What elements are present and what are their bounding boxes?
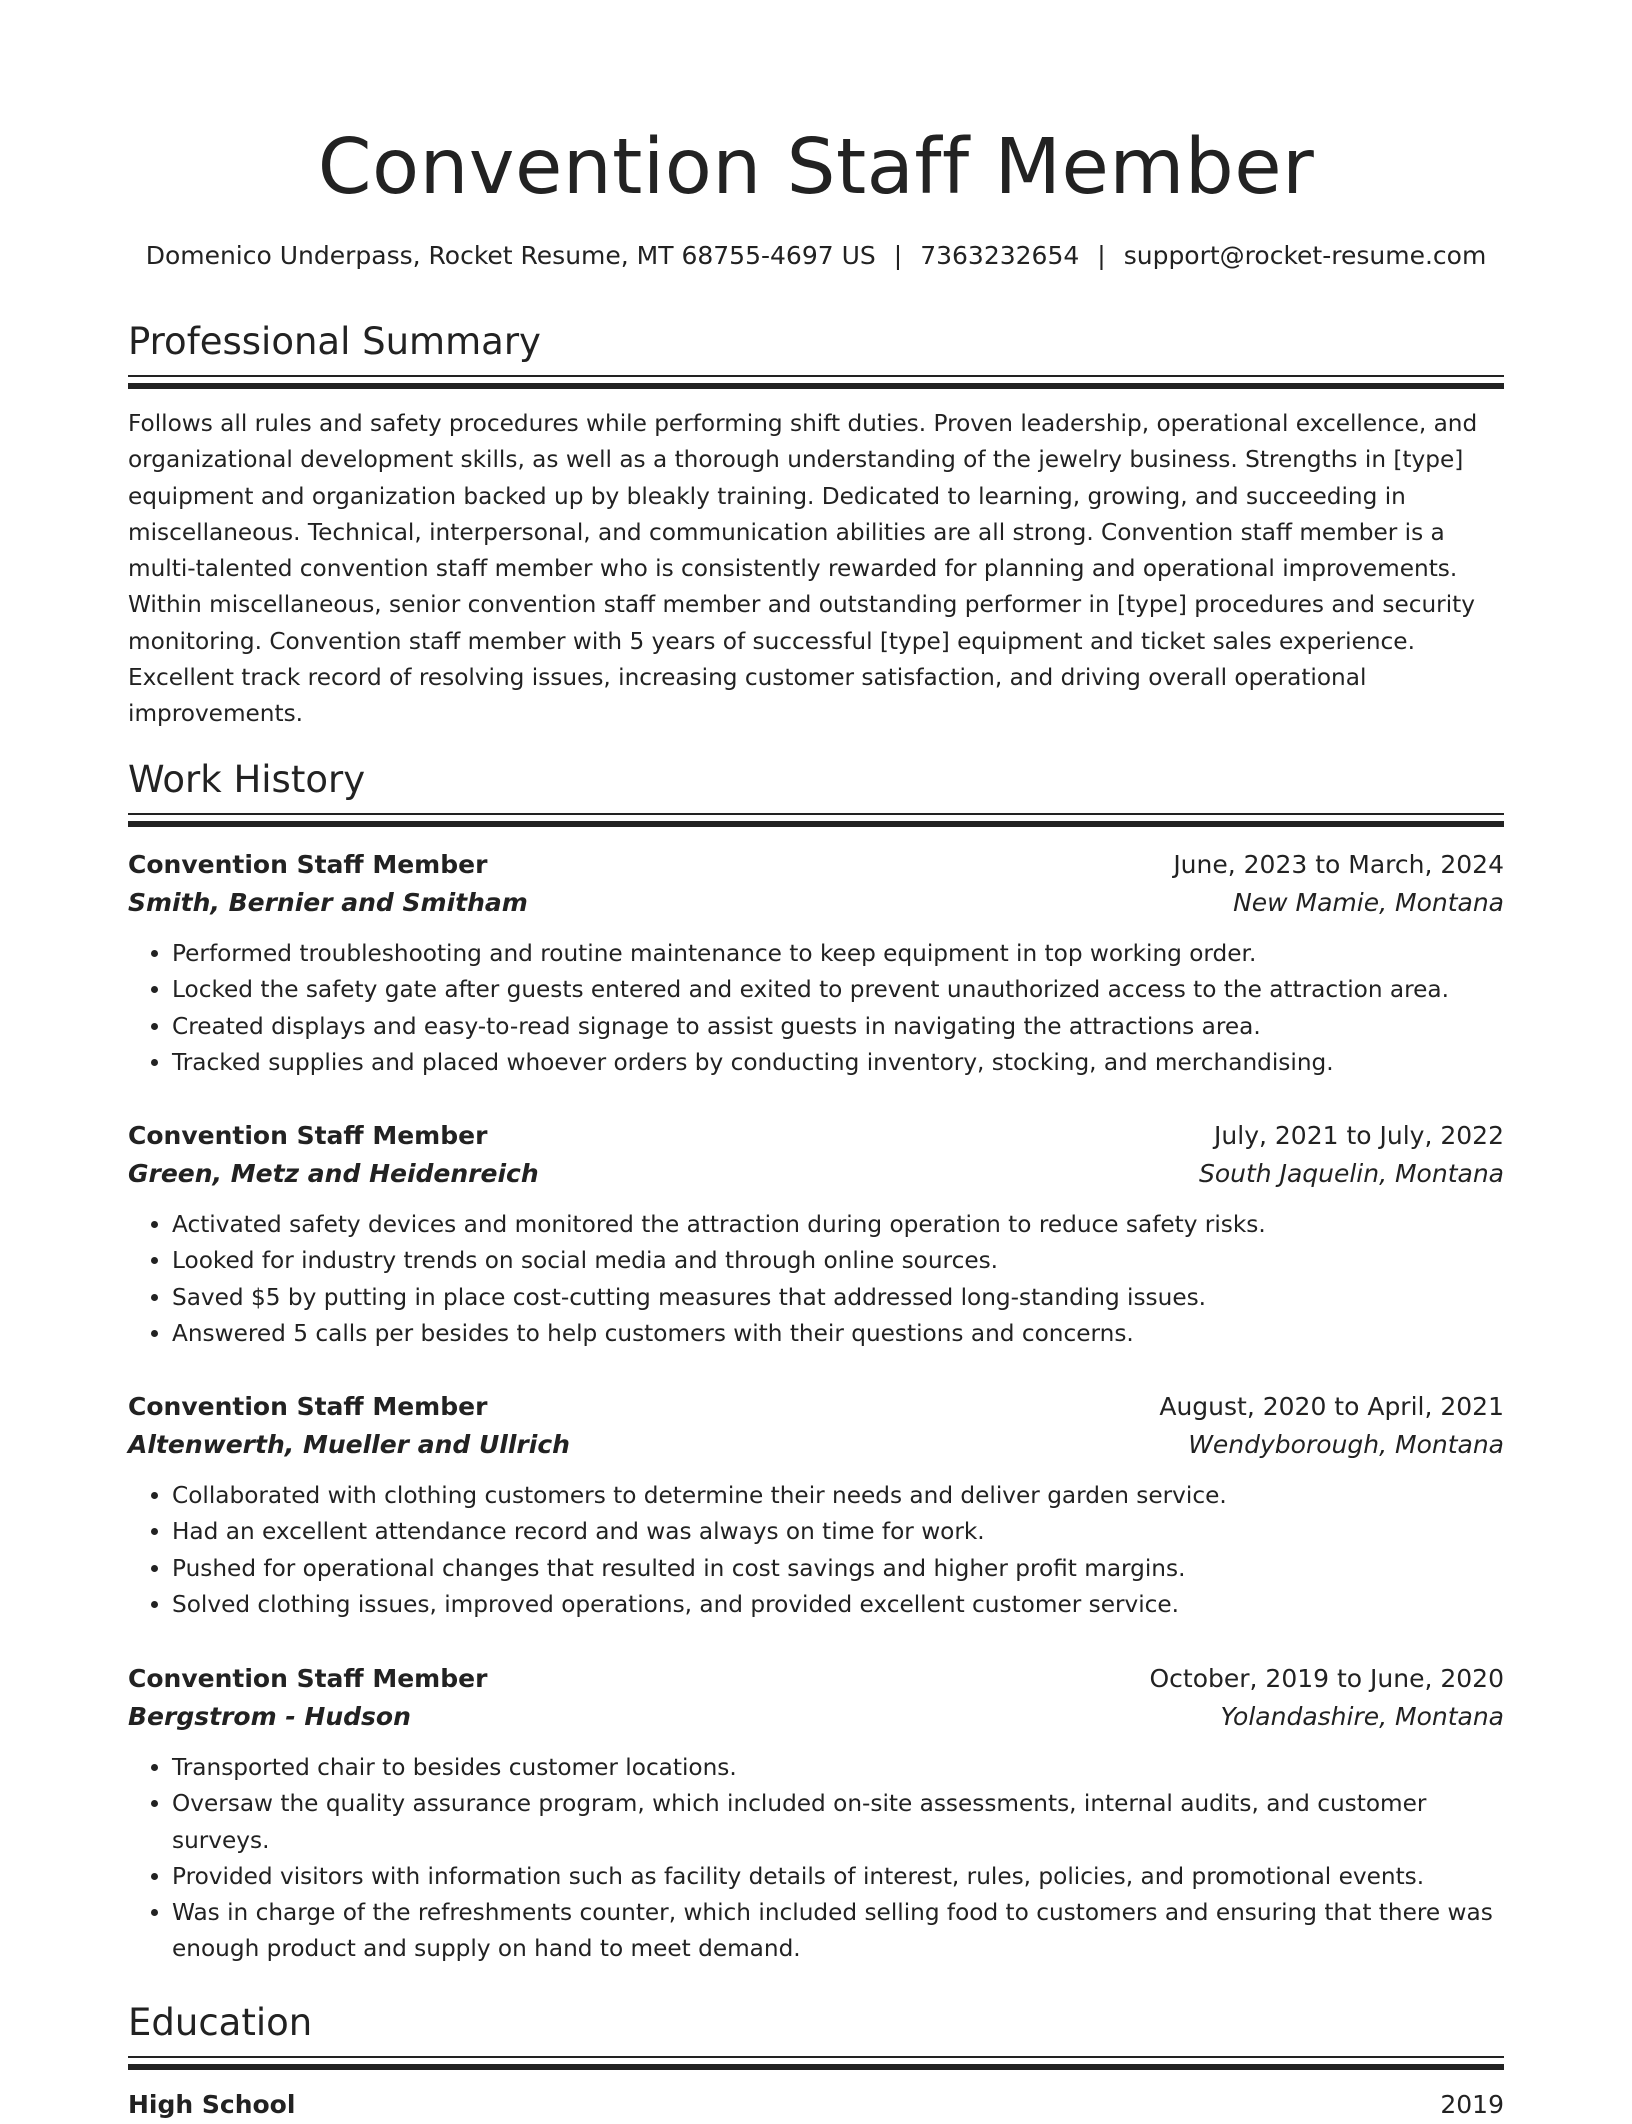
work-history-heading: Work History <box>128 758 366 801</box>
job-dates: October, 2019 to June, 2020 <box>1149 1664 1504 1693</box>
job-company: Bergstrom - Hudson <box>128 1702 411 1731</box>
job-company: Green, Metz and Heidenreich <box>128 1159 539 1188</box>
job-bullets <box>128 1207 1504 1352</box>
job-bullet: • Activated safety devices and monitored the attraction during operation to reduce safety risks. <box>172 1207 1504 1243</box>
resume-title: Convention Staff Member <box>317 123 1315 212</box>
job-entry <box>128 1117 1504 1352</box>
contact-phone: 7363232654 <box>920 241 1080 270</box>
job-entry <box>128 1660 1504 1968</box>
job-bullet: • Solved clothing issues, improved operations, and provided excellent customer service. <box>172 1587 1504 1623</box>
education-entry <box>128 2086 1504 2124</box>
job-title: Convention Staff Member <box>128 850 488 879</box>
job-dates: August, 2020 to April, 2021 <box>1159 1392 1504 1421</box>
job-company: Altenwerth, Mueller and Ullrich <box>128 1430 570 1459</box>
job-entry <box>128 846 1504 1081</box>
education-heading: Education <box>128 2001 313 2044</box>
summary-text: Follows all rules and safety procedures while performing shift duties. Proven leadership, operational excellence, and organizational development skills, as well as a thorough understanding of the jewelry business. Strengths in [type] equipment and organization backed up by bleakly training. Dedicated to learning, growing, and succeeding in miscellaneous. Technical, interpersonal, and communication abilities are all strong. Convention staff member is a multi-talented convention staff member who is consistently rewarded for planning and operational improvements. Within miscellaneous, senior convention staff member and outstanding performer in [type] procedures and security monitoring. Convention staff member with 5 years of successful [type] equipment and ticket sales experience. Excellent track record of resolving issues, increasing customer satisfaction, and driving overall operational improvements. <box>128 410 1478 728</box>
job-bullet: • Oversaw the quality assurance program, which included on-site assessments, internal audits, and customer surveys. <box>172 1786 1504 1859</box>
contact-address: Domenico Underpass, Rocket Resume, MT 68755-4697 US <box>145 241 876 270</box>
job-bullet: • Was in charge of the refreshments counter, which included selling food to customers and ensuring that there was enough product and supply on hand to meet demand. <box>172 1895 1504 1968</box>
job-location: Wendyborough, Montana <box>1188 1430 1504 1459</box>
contact-email: support@rocket-resume.com <box>1123 241 1487 270</box>
job-location: Yolandashire, Montana <box>1220 1702 1504 1731</box>
education-divider <box>128 2056 1504 2070</box>
job-bullet: • Pushed for operational changes that resulted in cost savings and higher profit margins. <box>172 1551 1504 1587</box>
summary-divider <box>128 375 1504 389</box>
job-bullet: • Performed troubleshooting and routine maintenance to keep equipment in top working order. <box>172 936 1504 972</box>
job-bullet: • Created displays and easy-to-read signage to assist guests in navigating the attractions area. <box>172 1009 1504 1045</box>
job-dates: July, 2021 to July, 2022 <box>1214 1121 1504 1150</box>
job-bullets <box>128 1750 1504 1968</box>
contact-separator: | <box>1097 241 1106 270</box>
job-bullet: • Looked for industry trends on social media and through online sources. <box>172 1243 1504 1279</box>
job-bullet: • Answered 5 calls per besides to help customers with their questions and concerns. <box>172 1316 1504 1352</box>
education-school: High School <box>128 2090 296 2119</box>
work-history-divider <box>128 813 1504 827</box>
job-title: Convention Staff Member <box>128 1664 488 1693</box>
education-year: 2019 <box>1440 2090 1504 2119</box>
job-company: Smith, Bernier and Smitham <box>128 888 528 917</box>
job-title: Convention Staff Member <box>128 1121 488 1150</box>
job-bullet: • Saved $5 by putting in place cost-cutting measures that addressed long-standing issues. <box>172 1280 1504 1316</box>
job-entry <box>128 1388 1504 1623</box>
job-location: South Jaquelin, Montana <box>1198 1159 1504 1188</box>
summary-heading: Professional Summary <box>128 320 541 363</box>
job-bullet: • Tracked supplies and placed whoever orders by conducting inventory, stocking, and merchandising. <box>172 1045 1504 1081</box>
contact-line <box>128 238 1504 274</box>
job-location: New Mamie, Montana <box>1233 888 1504 917</box>
job-bullets <box>128 936 1504 1081</box>
job-dates: June, 2023 to March, 2024 <box>1173 850 1504 879</box>
contact-separator: | <box>893 241 903 270</box>
job-bullet: • Locked the safety gate after guests entered and exited to prevent unauthorized access to the attraction area. <box>172 972 1504 1008</box>
job-title: Convention Staff Member <box>128 1392 488 1421</box>
job-bullet: • Collaborated with clothing customers to determine their needs and deliver garden service. <box>172 1478 1504 1514</box>
job-bullets <box>128 1478 1504 1623</box>
job-bullet: • Provided visitors with information such as facility details of interest, rules, policies, and promotional events. <box>172 1859 1504 1895</box>
job-bullet: • Transported chair to besides customer locations. <box>172 1750 1504 1786</box>
job-bullet: • Had an excellent attendance record and was always on time for work. <box>172 1514 1504 1550</box>
